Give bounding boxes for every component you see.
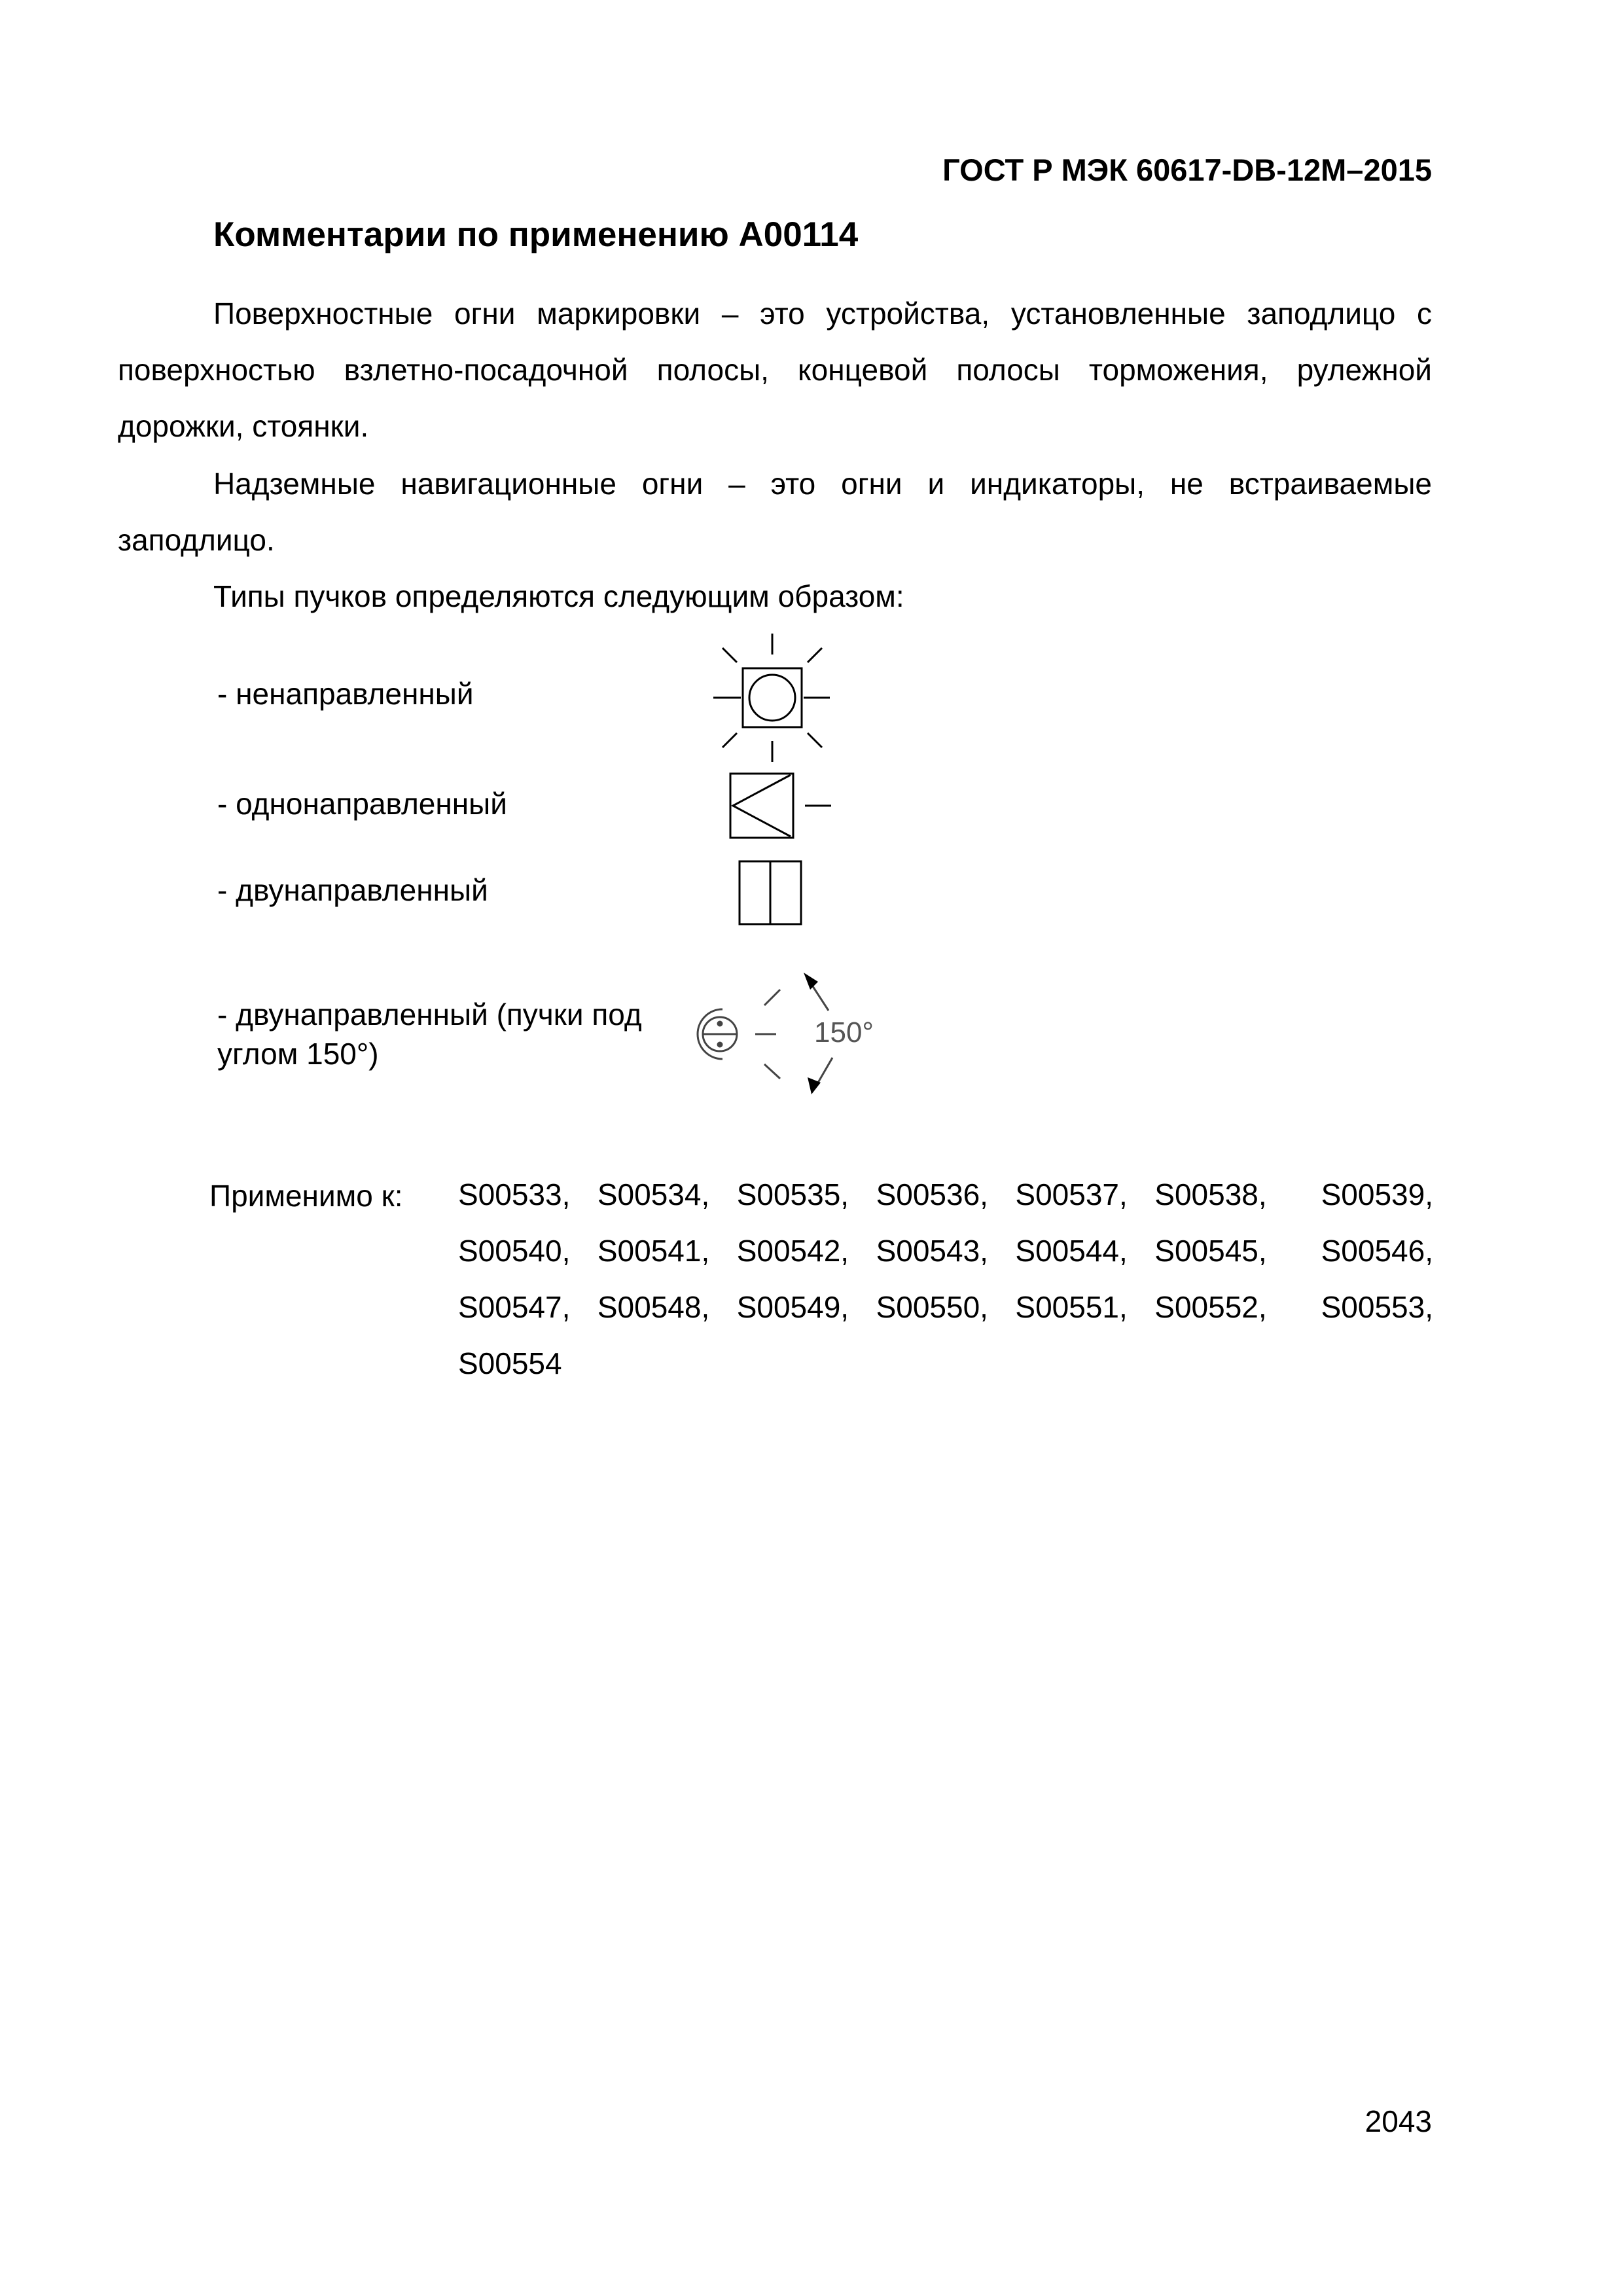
standard-header: ГОСТ Р МЭК 60617-DB-12M–2015 — [942, 152, 1432, 187]
symbol-code: S00552, — [1154, 1290, 1267, 1324]
applicable-label: Применимо к: — [209, 1179, 403, 1213]
symbol-code: S00541, — [597, 1234, 710, 1268]
symbol-code: S00533, — [458, 1177, 571, 1211]
angle-label: 150° — [814, 1016, 874, 1049]
page-number: 2043 — [1364, 2104, 1432, 2138]
beam-type-label-omnidirectional: - ненаправленный — [217, 677, 474, 711]
symbol-code: S00548, — [597, 1290, 710, 1324]
beam-type-label-bidirectional: - двунаправленный — [217, 873, 488, 907]
beam-types-intro: Типы пучков определяются следующим образом: — [213, 579, 904, 613]
symbol-code: S00536, — [876, 1177, 988, 1211]
symbol-code: S00551, — [1015, 1290, 1128, 1324]
beam-type-label-unidirectional: - однонаправленный — [217, 787, 507, 821]
symbol-code: S00554 — [458, 1346, 562, 1380]
unidirectional-light-icon — [726, 770, 838, 842]
symbol-code: S00542, — [736, 1234, 849, 1268]
symbol-code: S00545, — [1154, 1234, 1267, 1268]
bidirectional-150-light-icon — [683, 966, 893, 1097]
page-title: Комментарии по применению A00114 — [213, 215, 859, 254]
symbol-code: S00535, — [736, 1177, 849, 1211]
applicable-codes-list — [458, 1175, 1433, 1383]
symbol-code: S00547, — [458, 1290, 571, 1324]
symbol-code: S00550, — [876, 1290, 988, 1324]
symbol-code: S00537, — [1015, 1177, 1128, 1211]
symbol-code: S00538, — [1154, 1177, 1267, 1211]
beam-type-label-bidirectional-150: - двунаправленный (пучки под углом 150°) — [217, 997, 642, 1071]
paragraph-elevated-lights: Надземные навигационные огни – это огни и индикаторы, не встраиваемые заподлицо. — [118, 467, 1432, 557]
symbol-code: S00546, — [1321, 1234, 1433, 1268]
symbol-code: S00540, — [458, 1234, 571, 1268]
symbol-code: S00553, — [1321, 1290, 1433, 1324]
symbol-code: S00549, — [736, 1290, 849, 1324]
symbol-code: S00539, — [1321, 1177, 1433, 1211]
symbol-code: S00544, — [1015, 1234, 1128, 1268]
symbol-code: S00543, — [876, 1234, 988, 1268]
paragraph-surface-lights: Поверхностные огни маркировки – это устройства, установленные заподлицо с поверхностью взлетно-посадочной полосы, концевой полосы торможения, рулежной дорожки, стоянки. — [118, 296, 1432, 443]
symbol-code: S00534, — [597, 1177, 710, 1211]
bidirectional-light-icon — [736, 857, 808, 929]
omnidirectional-light-icon — [700, 632, 844, 763]
